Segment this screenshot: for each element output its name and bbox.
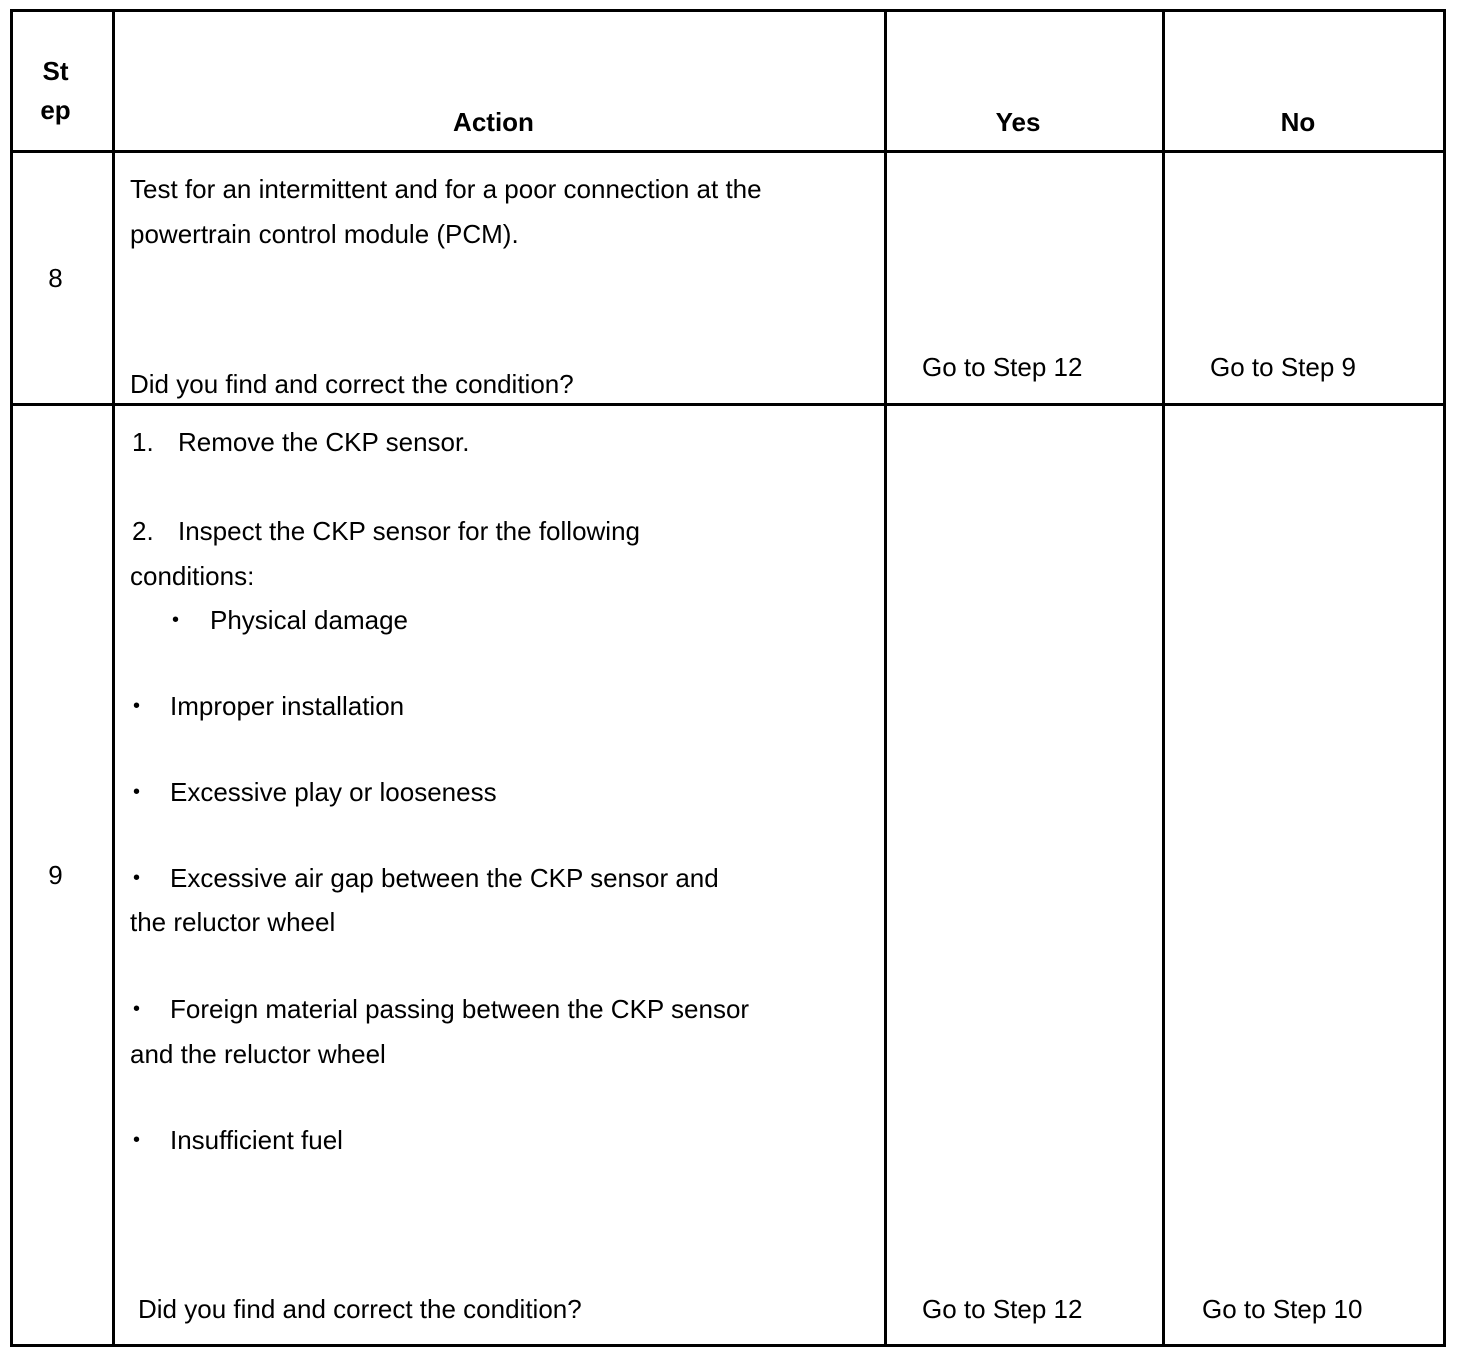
bullet-icon: • xyxy=(133,781,141,803)
action-text: Test for an intermittent and for a poor connection at the xyxy=(130,174,762,204)
action-question: Did you find and correct the condition? xyxy=(138,1294,582,1324)
header-step xyxy=(13,52,98,130)
bullet-item-continuation: the reluctor wheel xyxy=(130,907,336,937)
bullet-item-continuation: and the reluctor wheel xyxy=(130,1039,386,1069)
action-question: Did you find and correct the condition? xyxy=(130,369,574,399)
header-divider xyxy=(10,150,1446,153)
list-number: 2. xyxy=(132,516,154,546)
bullet-icon: • xyxy=(133,1129,141,1151)
header-step-line2: ep xyxy=(40,95,71,125)
header-no: No xyxy=(1280,107,1316,137)
bullet-item: Improper installation xyxy=(170,691,405,721)
column-divider-yes xyxy=(1162,9,1165,1347)
list-number: 1. xyxy=(132,427,154,457)
list-item: Inspect the CKP sensor for the following xyxy=(178,516,640,546)
bullet-item: Foreign material passing between the CKP sensor xyxy=(170,994,750,1024)
header-action: Action xyxy=(453,107,534,137)
column-divider-action xyxy=(884,9,887,1347)
step-number: 9 xyxy=(48,860,63,890)
list-item-continuation: conditions: xyxy=(130,561,255,591)
bullet-item: Insufficient fuel xyxy=(170,1125,343,1155)
list-item: Remove the CKP sensor. xyxy=(178,427,470,457)
table-border-right xyxy=(1443,9,1446,1347)
table-border-left xyxy=(10,9,13,1347)
no-result: Go to Step 9 xyxy=(1210,352,1356,382)
bullet-icon: • xyxy=(172,609,180,631)
bullet-icon: • xyxy=(133,695,141,717)
bullet-icon: • xyxy=(133,998,141,1020)
table-border-top xyxy=(10,9,1446,12)
yes-result: Go to Step 12 xyxy=(922,352,1083,382)
table-border-bottom xyxy=(10,1344,1446,1347)
bullet-item: Excessive play or looseness xyxy=(170,777,497,807)
no-result: Go to Step 10 xyxy=(1202,1294,1363,1324)
bullet-icon: • xyxy=(133,867,141,889)
bullet-item: Excessive air gap between the CKP sensor and xyxy=(170,863,719,893)
header-step-line1: St xyxy=(42,56,69,86)
header-yes: Yes xyxy=(995,107,1041,137)
column-divider-step xyxy=(112,9,115,1347)
action-text: powertrain control module (PCM). xyxy=(130,219,519,249)
yes-result: Go to Step 12 xyxy=(922,1294,1083,1324)
bullet-item: Physical damage xyxy=(210,605,408,635)
step-number: 8 xyxy=(48,263,63,293)
